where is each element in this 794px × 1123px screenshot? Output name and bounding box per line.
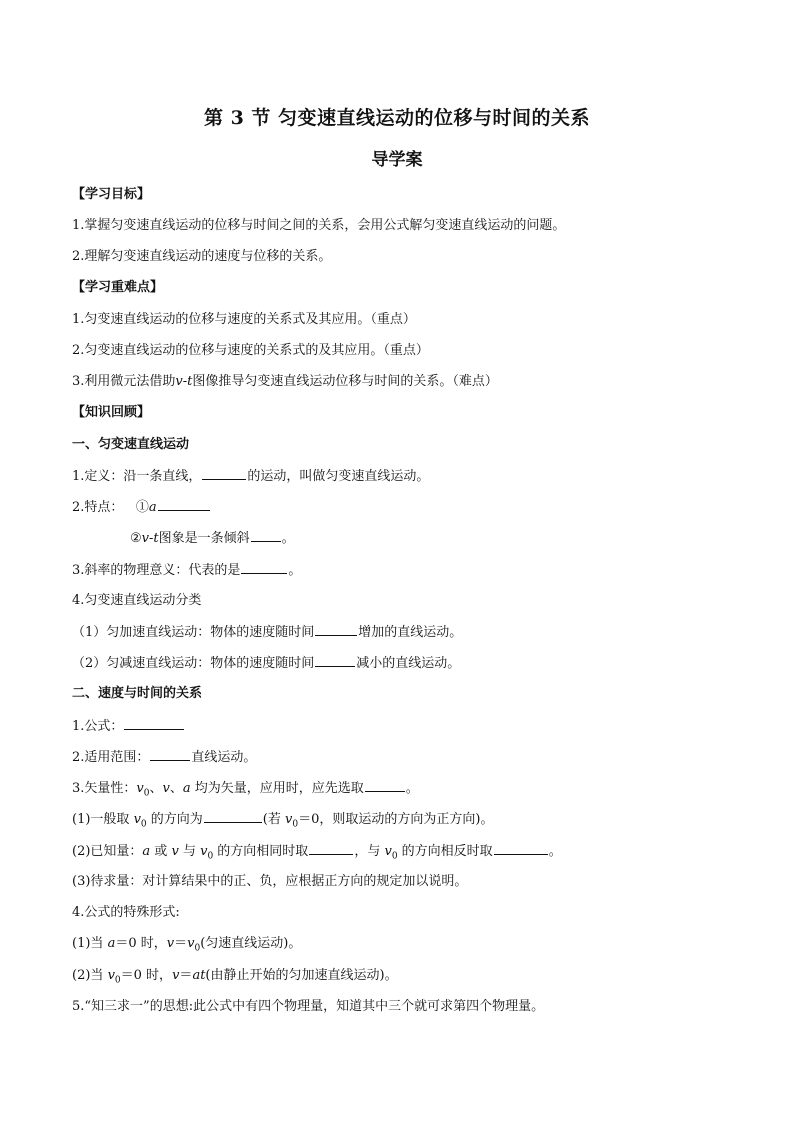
scope-line: 2.适用范围： 直线运动。: [72, 750, 257, 765]
goals-heading: 【学习目标】: [72, 187, 151, 202]
feature-line-2: ②v-t图象是一条倾斜 。: [130, 531, 295, 546]
key-point-item: 1.匀变速直线运动的位移与速度的关系式及其应用。（重点）: [72, 312, 416, 327]
fill-blank[interactable]: [150, 748, 190, 761]
fill-blank[interactable]: [158, 498, 210, 511]
special-heading: 4.公式的特殊形式:: [72, 905, 180, 920]
fill-blank[interactable]: [309, 842, 353, 855]
fill-blank[interactable]: [124, 717, 184, 730]
special-case-2: (2)当 $v_0=0$ 时，v＝at(由静止开始的匀加速直线运动)。: [72, 968, 398, 986]
section2-heading: 二、速度与时间的关系: [72, 686, 203, 701]
fill-blank[interactable]: [241, 561, 287, 574]
goal-item: 1.掌握匀变速直线运动的位移与时间之间的关系，会用公式解匀变速直线运动的问题。: [72, 218, 566, 233]
vector-line: 3.矢量性：$v_0$、v、a 均为矢量，应用时，应先选取 。: [72, 781, 419, 799]
fill-blank[interactable]: [315, 623, 357, 636]
definition-line: 1.定义：沿一条直线， 的运动，叫做匀变速直线运动。: [72, 469, 430, 484]
know-three-line: 5.“知三求一”的思想:此公式中有四个物理量，知道其中三个就可求第四个物理量。: [72, 999, 545, 1014]
special-case-1: (1)当 a＝0 时，$v=v_0$(匀速直线运动)。: [72, 936, 302, 954]
review-heading: 【知识回顾】: [72, 405, 151, 420]
fill-blank[interactable]: [202, 467, 246, 480]
key-point-item: 3.利用微元法借助v-t图像推导匀变速直线运动位移与时间的关系。（难点）: [72, 374, 498, 389]
decel-line: （2）匀减速直线运动：物体的速度随时间 减小的直线运动。: [72, 656, 461, 671]
section1-heading: 一、匀变速直线运动: [72, 437, 190, 452]
fill-blank[interactable]: [251, 529, 281, 542]
classification-heading: 4.匀变速直线运动分类: [72, 593, 202, 608]
accel-line: （1）匀加速直线运动：物体的速度随时间 增加的直线运动。: [72, 625, 463, 640]
known-line: (2)已知量：a 或 v 与 $v_0$ 的方向相同时取 ，与 $v_0$ 的方向相反时取 。: [72, 844, 562, 862]
key-points-heading: 【学习重难点】: [72, 280, 164, 295]
slope-line: 3.斜率的物理意义：代表的是 。: [72, 563, 302, 578]
formula-line: 1.公式：: [72, 717, 185, 736]
page-title: 第 3 节 匀变速直线运动的位移与时间的关系: [203, 107, 591, 129]
unknown-line: (3)待求量：对计算结果中的正、负，应根据正方向的规定加以说明。: [72, 874, 468, 889]
feature-line-1: 2.特点： ①a: [72, 498, 211, 517]
fill-blank[interactable]: [494, 842, 548, 855]
direction-line: (1)一般取 $v_0$ 的方向为 (若 $v_0=0$，则取运动的方向为正方向)。: [72, 812, 494, 830]
fill-blank[interactable]: [204, 810, 262, 823]
goal-item: 2.理解匀变速直线运动的速度与位移的关系。: [72, 249, 332, 264]
fill-blank[interactable]: [365, 779, 405, 792]
page-subtitle: 导学案: [371, 150, 423, 170]
key-point-item: 2.匀变速直线运动的位移与速度的关系式的及其应用。（重点）: [72, 343, 429, 358]
fill-blank[interactable]: [315, 654, 355, 667]
